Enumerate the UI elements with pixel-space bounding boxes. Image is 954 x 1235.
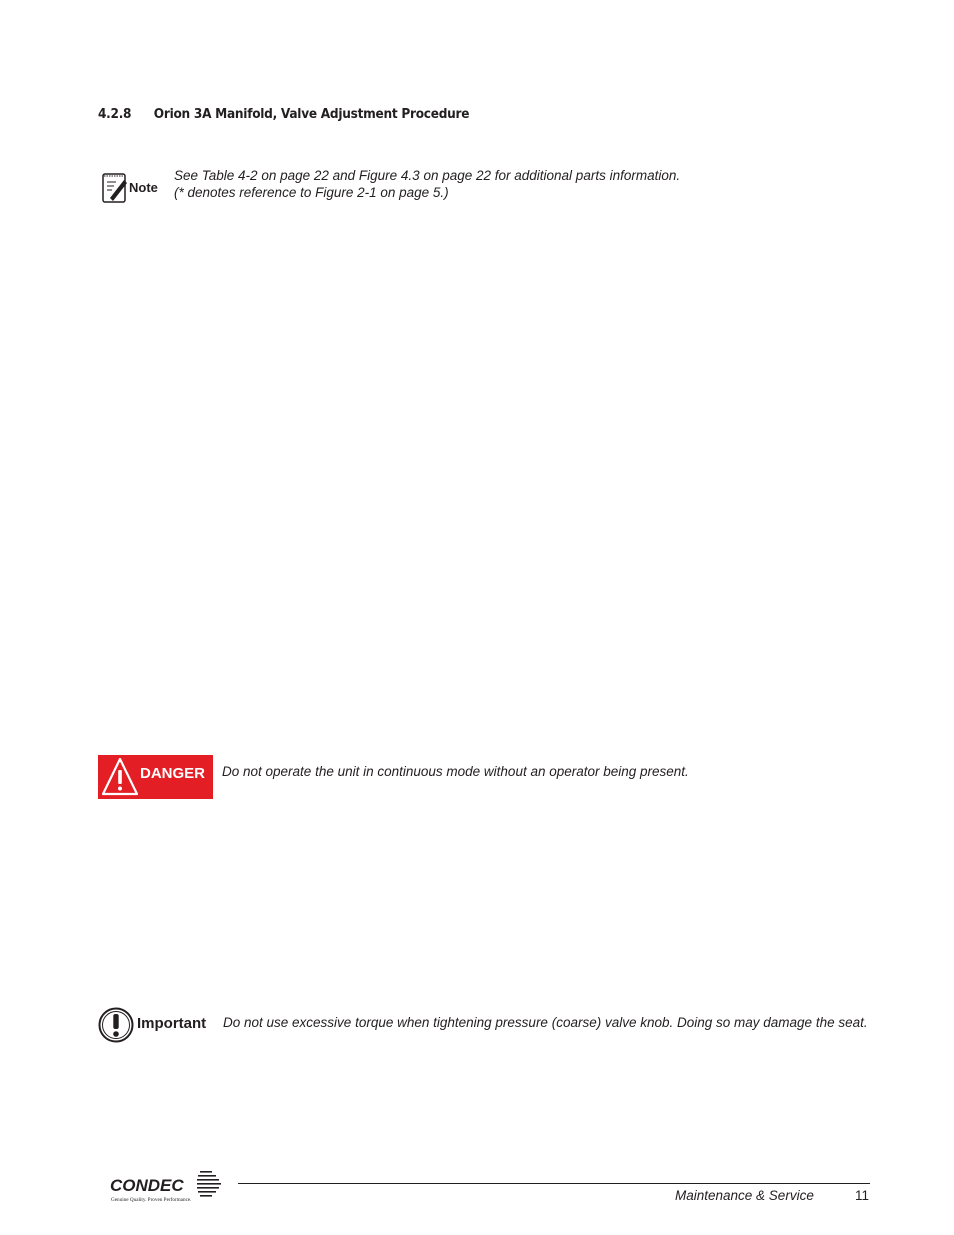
section-heading (98, 106, 469, 122)
important-label: Important (137, 1015, 207, 1032)
note-text (174, 167, 680, 201)
danger-badge (98, 755, 213, 799)
danger-text: Do not operate the unit in continuous mode without an operator being present. (222, 764, 689, 779)
footer-section: Maintenance & Service (675, 1188, 814, 1203)
footer-rule (238, 1183, 870, 1184)
note-line-1: See Table 4-2 on page 22 and Figure 4.3 on page 22 for additional parts information. (174, 168, 681, 183)
logo-text: CONDEC (110, 1176, 184, 1195)
exclamation-icon (98, 1007, 134, 1048)
section-title: Orion 3A Manifold, Valve Adjustment Procedure (153, 106, 470, 122)
danger-label: DANGER (140, 765, 206, 782)
logo-tagline: Genuine Quality. Proven Performance. (111, 1197, 192, 1203)
warning-triangle-icon (100, 756, 140, 798)
important-text: Do not use excessive torque when tightening pressure (coarse) valve knob. Doing so may damage the seat. (223, 1015, 868, 1030)
condec-logo (108, 1168, 224, 1209)
note-label: Note (129, 180, 158, 195)
page-number: 11 (855, 1188, 870, 1203)
section-number: 4.2.8 (98, 106, 132, 122)
note-icon (100, 170, 162, 206)
note-line-2: (* denotes reference to Figure 2-1 on page 5.) (174, 185, 449, 200)
